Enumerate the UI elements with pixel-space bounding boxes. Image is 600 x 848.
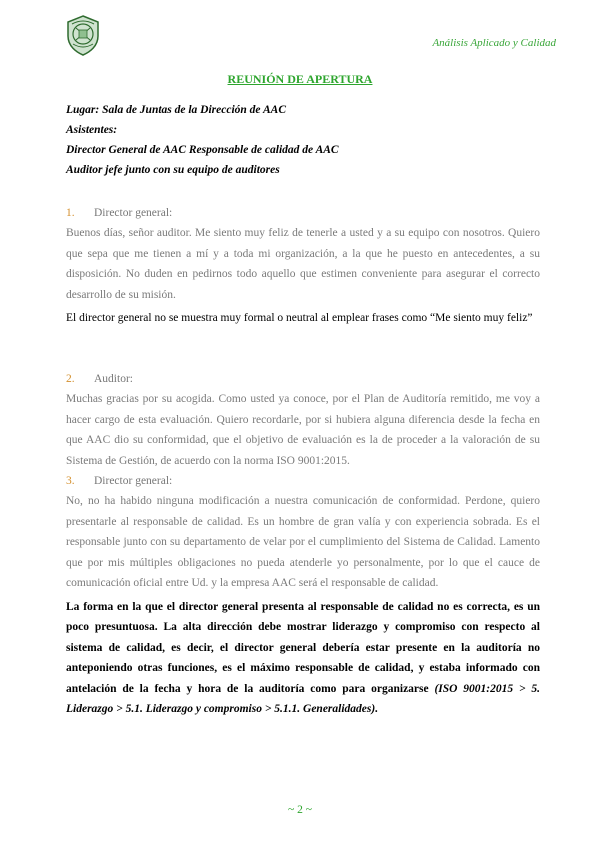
attendee-2: Auditor jefe junto con su equipo de auditores (66, 164, 280, 176)
dialogue-comment (66, 597, 540, 720)
dialogue-3 (66, 471, 540, 720)
item-number: 1. (66, 207, 75, 219)
meeting-info (66, 100, 546, 180)
item-number: 3. (66, 475, 75, 487)
speaker-line (66, 203, 540, 223)
comment-main: La forma en la que el director general presenta al responsable de calidad no es correcta, es un poco presuntuosa. La alta dirección debe mostrar liderazgo y compromiso con respecto al sistema de calidad, es decir, el director general debería estar presente en la auditoría no anteponiendo otras funciones, es el máximo responsable de calidad, y estaba informado con antelación de la fecha y hora de la auditoría como para organizarse (66, 600, 540, 695)
meeting-place: Lugar: Sala de Juntas de la Dirección de AAC (66, 104, 286, 116)
speaker-label: Director general: (94, 475, 173, 487)
dialogue-text: Muchas gracias por su acogida. Como usted ya conoce, por el Plan de Auditoría remitido, me voy a hacer cargo de esta evaluación. Quiero recordarle, por si hubiera alguna diferencia desde la fecha en que AAC dio su conformidad, que el objetivo de evaluación es la de proceder a la valoración de su Sistema de Gestión, de acuerdo con la norma ISO 9001:2015. (66, 393, 540, 467)
iso-reference: (ISO 9001:2015 > 5. Liderazgo > 5.1. Liderazgo y compromiso > 5.1.1. Generalidades). (66, 682, 540, 715)
speaker-line (66, 369, 540, 389)
speaker-line (66, 471, 540, 491)
item-number: 2. (66, 373, 75, 385)
speaker-label: Auditor: (94, 373, 133, 385)
dialogue-2 (66, 369, 540, 471)
attendee-1: Director General de AAC Responsable de calidad de AAC (66, 144, 339, 156)
speaker-label: Director general: (94, 207, 173, 219)
page-title: REUNIÓN DE APERTURA (227, 72, 373, 86)
page-number: ~ 2 ~ (288, 804, 312, 816)
dialogue-text: No, no ha habido ninguna modificación a nuestra comunicación de conformidad. Perdone, quiero presentarle al responsable de calidad. Es un hombre de gran valía y con experiencia sobrada. Es el responsable junto con su departamento de velar por el cumplimiento del Sistema de Calidad. Lamento que por mis múltiples obligaciones no pueda atenderle yo personalmente, por lo que el cauce de comunicación oficial entre Ud. y la empresa AAC será el responsable de calidad. (66, 495, 540, 589)
dialogue-1 (66, 203, 540, 329)
dialogue-comment: El director general no se muestra muy formal o neutral al emplear frases como “Me siento muy feliz” (66, 312, 533, 324)
attendees-label: Asistentes: (66, 124, 118, 136)
dialogue-text: Buenos días, señor auditor. Me siento muy feliz de tenerle a usted y a su equipo con nosotros. Quiero que sepa que me tienen a mí y a toda mi organización, a la que he puesto en antecedentes, a su disposición. No duden en pedirnos todo aquello que estimen conveniente para asegurar el correcto desarrollo de su misión. (66, 227, 540, 301)
university-seal-icon (64, 14, 102, 56)
header-subject: Análisis Aplicado y Calidad (432, 37, 556, 49)
